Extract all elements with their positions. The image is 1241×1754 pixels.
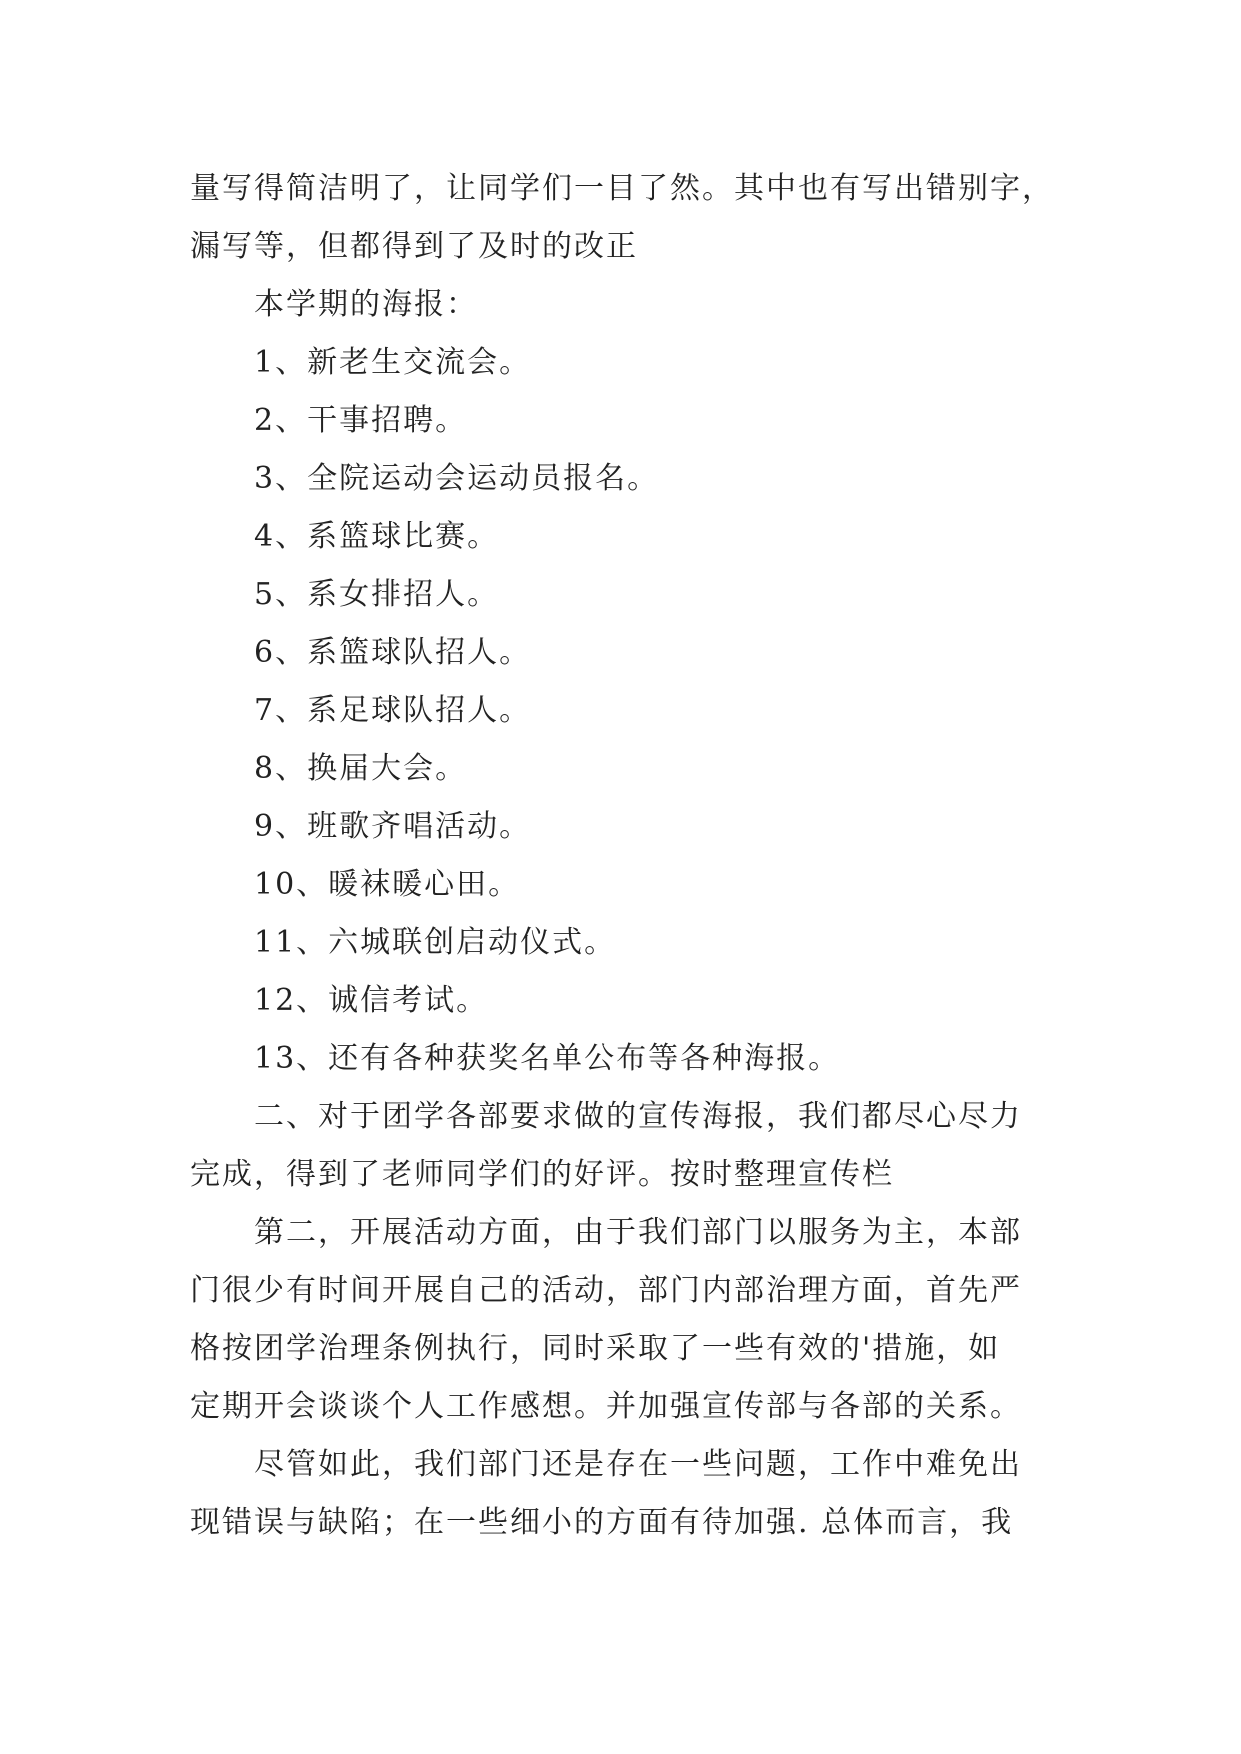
list-item: 3、全院运动会运动员报名。: [254, 461, 660, 496]
paragraph-line: 定期开会谈谈个人工作感想。并加强宣传部与各部的关系。: [190, 1389, 1022, 1424]
paragraph-line: 门很少有时间开展自己的活动，部门内部治理方面，首先严: [190, 1273, 1022, 1308]
list-item: 4、系篮球比赛。: [254, 519, 500, 554]
posters-heading: 本学期的海报：: [254, 287, 478, 322]
paragraph-intro: [190, 160, 1070, 276]
list-item: 5、系女排招人。: [254, 577, 500, 612]
posters-list: [190, 334, 1070, 1088]
paragraph-two: [190, 1088, 1070, 1204]
paragraph-line: 格按团学治理条例执行，同时采取了一些有效的'措施，如: [190, 1331, 1001, 1366]
paragraph-line: 第二，开展活动方面，由于我们部门以服务为主，本部: [254, 1215, 1022, 1250]
list-item: 1、新老生交流会。: [254, 345, 532, 380]
paragraph-line: 现错误与缺陷；在一些细小的方面有待加强. 总体而言，我: [190, 1505, 1014, 1540]
paragraph-line: 二、对于团学各部要求做的宣传海报，我们都尽心尽力: [254, 1099, 1022, 1134]
list-item: 2、干事招聘。: [254, 403, 468, 438]
document-body: [190, 160, 1070, 1552]
list-item: 8、换届大会。: [254, 751, 468, 786]
paragraph-line: 量写得简洁明了，让同学们一目了然。其中也有写出错别字，: [190, 171, 1054, 206]
list-item: 6、系篮球队招人。: [254, 635, 532, 670]
paragraph-line: 尽管如此，我们部门还是存在一些问题，工作中难免出: [254, 1447, 1022, 1482]
paragraph-four: [190, 1436, 1070, 1552]
paragraph-three: [190, 1204, 1070, 1436]
list-item: 12、诚信考试。: [254, 983, 489, 1018]
list-item: 9、班歌齐唱活动。: [254, 809, 532, 844]
list-item: 11、六城联创启动仪式。: [254, 925, 617, 960]
list-item: 7、系足球队招人。: [254, 693, 532, 728]
paragraph-line: 漏写等，但都得到了及时的改正: [190, 229, 638, 264]
paragraph-line: 完成，得到了老师同学们的好评。按时整理宣传栏: [190, 1157, 894, 1192]
list-item: 13、还有各种获奖名单公布等各种海报。: [254, 1041, 841, 1076]
list-item: 10、暖袜暖心田。: [254, 867, 521, 902]
